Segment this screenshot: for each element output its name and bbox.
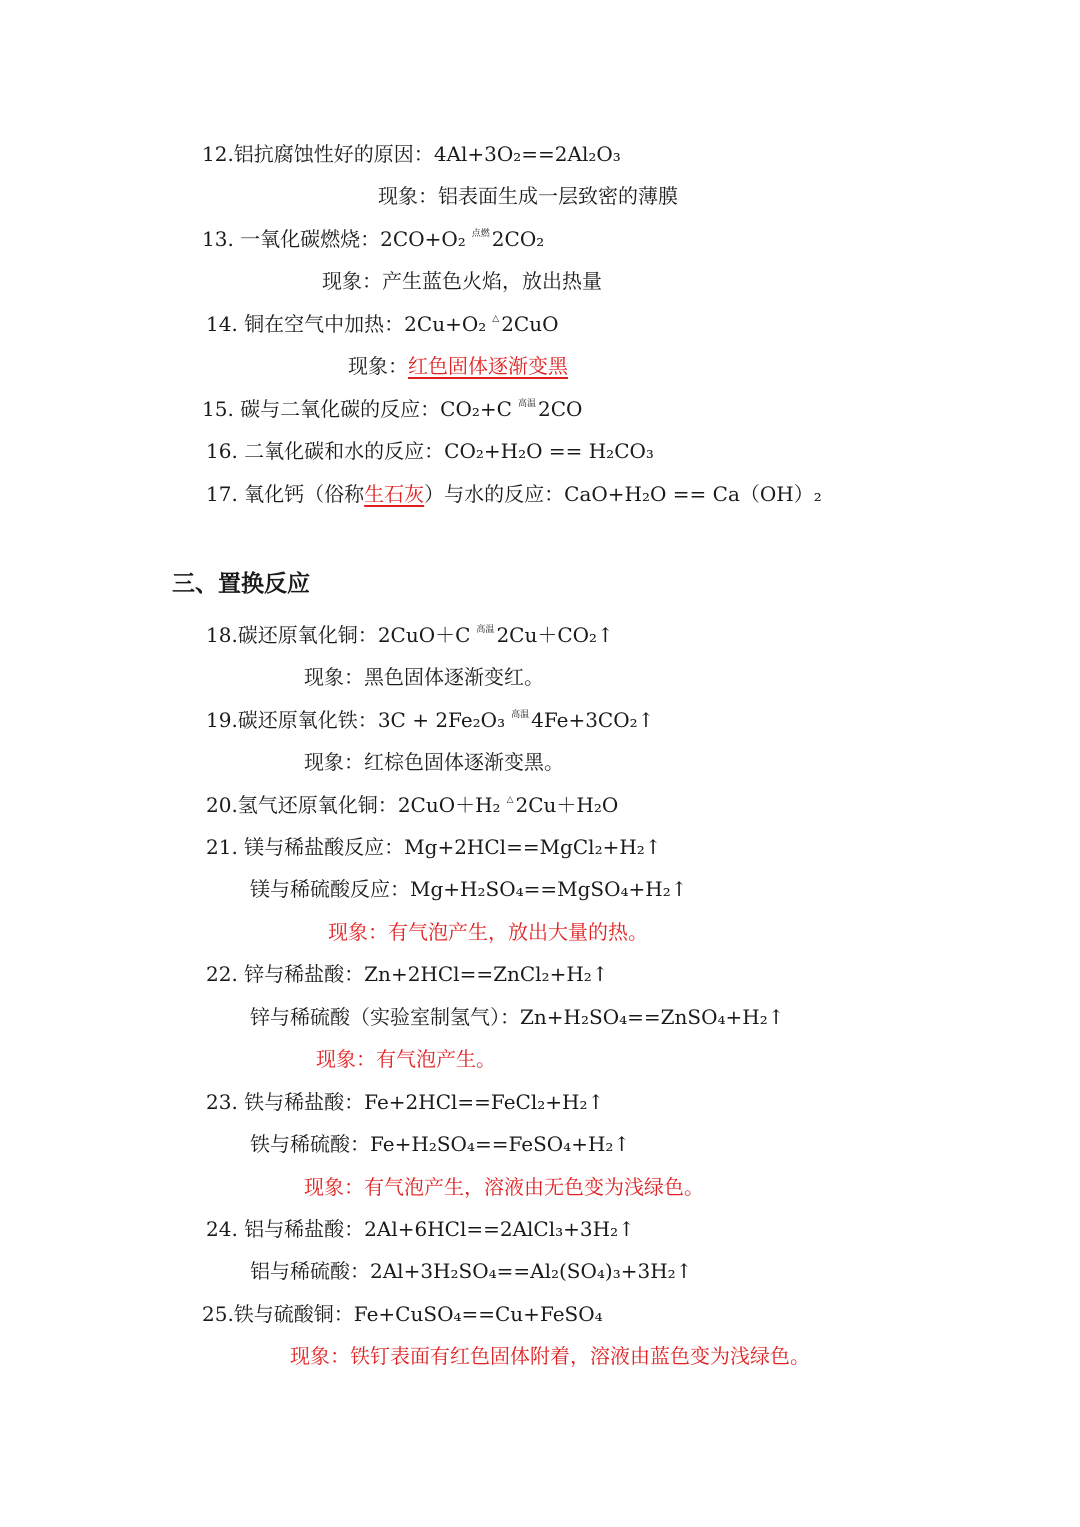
item-14-prefix: 14. 铜在空气中加热： [206, 312, 405, 336]
item-16 [206, 437, 654, 465]
item-13-lhs: 2CO+O₂ [380, 227, 466, 251]
item-18-condition: 高温 [476, 625, 495, 635]
item-12-equation: 4Al+3O₂==2Al₂O₃ [433, 142, 621, 166]
item-17-prefix-b: ）与水的反应： [424, 482, 565, 506]
item-22-line2: 锌与稀硫酸（实验室制氢气）：Zn+H₂SO₄==ZnSO₄+H₂↑ [250, 1005, 785, 1029]
item-21-line2: 镁与稀硫酸反应：Mg+H₂SO₄==MgSO₄+H₂↑ [250, 877, 688, 901]
item-14-phenomenon-label: 现象： [348, 354, 408, 378]
item-13-rhs: 2CO₂ [491, 227, 545, 251]
item-14-phenomenon-text: 红色固体逐渐变黑 [408, 354, 568, 378]
item-17-prefix-a: 17. 氧化钙（俗称 [206, 482, 365, 506]
item-18-lhs: 2CuO＋C [377, 623, 471, 647]
item-13-prefix: 13. 一氧化碳燃烧： [202, 227, 381, 251]
item-14-phenomenon [348, 352, 568, 380]
item-20-lhs: 2CuO＋H₂ [397, 793, 501, 817]
item-17 [206, 480, 822, 508]
item-19-prefix: 19.碳还原氧化铁： [206, 708, 378, 732]
item-13-phenomenon: 现象：产生蓝色火焰，放出热量 [322, 269, 602, 293]
item-14-lhs: 2Cu+O₂ [404, 312, 487, 336]
item-20-condition: △ [506, 795, 514, 805]
item-21-line1: 21. 镁与稀盐酸反应：Mg+2HCl==MgCl₂+H₂↑ [206, 835, 662, 859]
item-15-rhs: 2CO [537, 397, 583, 421]
item-18-rhs: 2Cu＋CO₂↑ [496, 623, 614, 647]
item-15-condition: 高温 [517, 399, 536, 409]
section-3-title: 三、置换反应 [172, 571, 310, 597]
item-16-equation: CO₂+H₂O == H₂CO₃ [444, 439, 654, 463]
item-25-line1: 25.铁与硫酸铜：Fe+CuSO₄==Cu+FeSO₄ [202, 1302, 603, 1326]
item-20 [206, 791, 618, 824]
item-19-phenomenon: 现象：红棕色固体逐渐变黑。 [304, 750, 564, 774]
item-15-prefix: 15. 碳与二氧化碳的反应： [202, 397, 441, 421]
item-17-highlight: 生石灰 [364, 482, 425, 506]
item-14-condition: △ [492, 314, 500, 324]
item-22-phenomenon: 现象：有气泡产生。 [316, 1047, 496, 1071]
item-17-equation: CaO+H₂O == Ca（OH）₂ [564, 482, 822, 506]
item-15 [202, 395, 582, 428]
item-23-line2: 铁与稀硫酸：Fe+H₂SO₄==FeSO₄+H₂↑ [250, 1132, 631, 1156]
item-15-lhs: CO₂+C [440, 397, 512, 421]
item-19-condition: 高温 [511, 710, 530, 720]
item-20-rhs: 2Cu＋H₂O [515, 793, 619, 817]
item-25-phenomenon: 现象：铁钉表面有红色固体附着，溶液由蓝色变为浅绿色。 [290, 1344, 810, 1368]
item-24-line1: 24. 铝与稀盐酸：2Al+6HCl==2AlCl₃+3H₂↑ [206, 1217, 635, 1241]
item-16-prefix: 16. 二氧化碳和水的反应： [206, 439, 445, 463]
item-24-line2: 铝与稀硫酸：2Al+3H₂SO₄==Al₂(SO₄)₃+3H₂↑ [250, 1259, 693, 1283]
item-18 [206, 621, 614, 654]
item-13 [202, 225, 544, 258]
item-23-line1: 23. 铁与稀盐酸：Fe+2HCl==FeCl₂+H₂↑ [206, 1090, 605, 1114]
item-12-prefix: 12.铝抗腐蚀性好的原因： [202, 142, 434, 166]
item-12 [202, 140, 621, 168]
item-23-phenomenon: 现象：有气泡产生，溶液由无色变为浅绿色。 [304, 1175, 704, 1199]
item-13-condition: 点燃 [471, 229, 490, 239]
item-14-rhs: 2CuO [501, 312, 559, 336]
item-19 [206, 706, 654, 739]
item-14 [206, 310, 559, 343]
item-20-prefix: 20.氢气还原氧化铜： [206, 793, 398, 817]
item-19-lhs: 3C + 2Fe₂O₃ [377, 708, 506, 732]
item-18-phenomenon: 现象：黑色固体逐渐变红。 [304, 665, 544, 689]
item-12-phenomenon: 现象：铝表面生成一层致密的薄膜 [378, 184, 678, 208]
item-21-phenomenon: 现象：有气泡产生，放出大量的热。 [328, 920, 648, 944]
item-19-rhs: 4Fe+3CO₂↑ [531, 708, 655, 732]
item-18-prefix: 18.碳还原氧化铜： [206, 623, 378, 647]
item-22-line1: 22. 锌与稀盐酸：Zn+2HCl==ZnCl₂+H₂↑ [206, 962, 609, 986]
